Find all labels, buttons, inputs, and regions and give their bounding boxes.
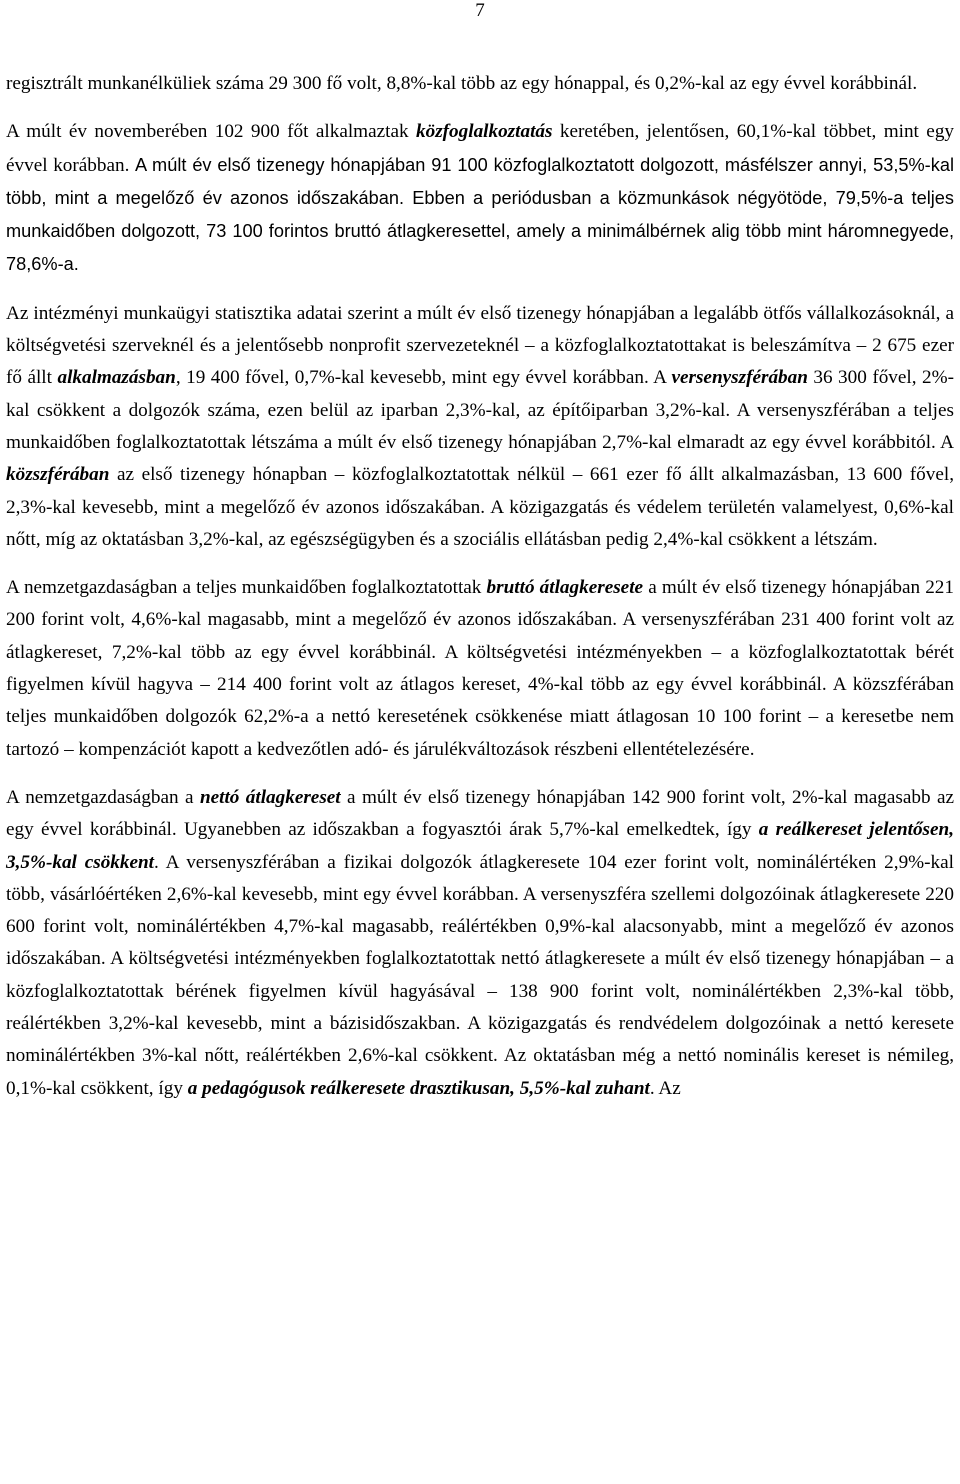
emphasis-brutto-atlagkereset: bruttó átlagkeresete — [486, 577, 644, 599]
paragraph-5-text-2: a múlt év első tizenegy hónapjában 142 900 forint volt, 2%-kal magasabb az egy évvel korábbinál. Ugyanebben az időszakban a fogyasztói árak 5,7%-kal emelkedtek, így — [6, 786, 954, 841]
paragraph-5-text-1: A nemzetgazdaságban a — [6, 786, 200, 808]
emphasis-netto-atlagkereset: nettó átlagkereset — [199, 786, 341, 808]
paragraph-2-text-2: keretében, jelentősen, 60,1%-kal többet, mint egy évvel korábban. — [6, 121, 955, 176]
paragraph-5-text-4: . Az — [649, 1077, 681, 1099]
paragraph-1-text: regisztrált munkanélküliek száma 29 300 fő volt, 8,8%-kal több az egy hónappal, és 0,2%-kal az egy évvel korábbinál. — [6, 73, 918, 94]
emphasis-realkereset-csokkent: a reálkereset jelentősen, 3,5%-kal csökkent — [6, 819, 954, 873]
paragraph-3-text-2: , 19 400 fővel, 0,7%-kal kevesebb, mint egy évvel korábban. A — [175, 367, 672, 389]
paragraph-4-text-1: A nemzetgazdaságban a teljes munkaidőben foglalkoztatottak — [6, 577, 487, 599]
emphasis-pedagogusok-realkereset: a pedagógusok reálkeresete drasztikusan, 5,5%-kal zuhant — [187, 1077, 650, 1099]
emphasis-versenyszferaban: versenyszférában — [671, 367, 808, 389]
paragraph-2 — [6, 116, 954, 281]
paragraph-1 — [6, 68, 954, 100]
paragraph-3-text-1: Az intézményi munkaügyi statisztika adatai szerint a múlt év első tizenegy hónapjában a legalább ötfős vállalkozásoknál, a költségvetési szerveknél és a jelentősebb nonprofit szervezeteknél – a közfoglalkoztatottakat is beleszámítva – 2 675 ezer fő állt — [6, 302, 954, 389]
emphasis-kozfoglalkoztatas: közfoglalkoztatás — [416, 121, 553, 143]
paragraph-4-text-2: a múlt év első tizenegy hónapjában 221 200 forint volt, 4,6%-kal magasabb, mint a megelőző év azonos időszakában. A versenyszférában 231 400 forint volt az átlagkereset, 7,2%-kal több az egy évvel korábbinál. A költségvetési intézményekben – a közfoglalkoztatottak bérét figyelmen kívül hagyva – 214 400 forint volt az átlagos kereset, 4%-kal több az egy évvel korábbinál. A közszférában teljes munkaidőben dolgozók 62,2%-a a nettó keresetének csökkenése miatt átlagosan 10 100 forint – a keresetbe nem tartozó – kompenzációt kapott a kedvezőtlen adó- és járulékváltozások részbeni ellentételezésére. — [6, 577, 954, 760]
page-number: 7 — [475, 0, 485, 21]
paragraph-3-text-4: az első tizenegy hónapban – közfoglalkoztatottak nélkül – 661 ezer fő állt alkalmazásban, 13 600 fővel, 2,3%-kal kevesebb, mint a megelőző év azonos időszakában. A közigazgatás és védelem területén valamelyest, 0,6%-kal nőtt, míg az oktatásban 3,2%-kal, az egészségügyben és a szociális ellátásban pedig 2,4%-kal csökkent a létszám. — [6, 464, 954, 550]
paragraph-3-text-3: 36 300 fővel, 2%-kal csökkent a dolgozók száma, ezen belül az iparban 2,3%-kal, az építőiparban 3,2%-kal. A versenyszférában a teljes munkaidőben foglalkoztatottak létszáma a múlt év első tizenegy hónapjában 2,7%-kal elmaradt az egy évvel korábbitól. A — [6, 367, 954, 453]
emphasis-alkalmazasban: alkalmazásban — [57, 367, 176, 389]
paragraph-3 — [6, 298, 954, 556]
body-text — [6, 68, 954, 1105]
emphasis-kozszferaban: közszférában — [6, 464, 110, 486]
paragraph-5-text-3: . A versenyszférában a fizikai dolgozók átlagkeresete 104 ezer forint volt, nominálértéken 2,9%-kal több, vásárlóértéken 2,6%-kal kevesebb, mint egy évvel korábban. A versenyszféra szellemi dolgozóinak átlagkeresete 220 600 forint volt, nominálértékben 4,7%-kal magasabb, reálértékben 0,9%-kal alacsonyabb, mint a megelőző év azonos időszakában. A költségvetési intézményekben foglalkoztatottak nettó átlagkeresete a múlt év első tizenegy hónapjában – a közfoglalkoztatottak bérének figyelmen kívül hagyásával – 138 900 forint volt, nominálértékben 2,3%-kal több, reálértékben 3,2%-kal kevesebb, mint a bázisidőszakban. A közigazgatás és rendvédelem dolgozóinak a nettó keresete nominálértékben 3%-kal nőtt, reálértékben 2,6%-kal csökkent. Az oktatásban még a nettó nominális kereset is némileg, 0,1%-kal csökkent, így — [6, 851, 954, 1099]
paragraph-5 — [6, 782, 954, 1105]
paragraph-4 — [6, 572, 954, 766]
paragraph-2-sans-text: A múlt év első tizenegy hónapjában 91 100 közfoglalkoztatott dolgozott, másfélszer annyi, 53,5%-kal több, mint a megelőző év azonos időszakában. Ebben a periódusban a közmunkások négyötöde, 79,5%-a teljes munkaidőben dolgozott, 73 100 forintos bruttó átlagkeresettel, amely a minimálbérnek alig több mint háromnegyede, 78,6%-a. — [6, 154, 954, 275]
paragraph-2-text-1: A múlt év novemberében 102 900 főt alkalmaztak — [6, 121, 416, 143]
